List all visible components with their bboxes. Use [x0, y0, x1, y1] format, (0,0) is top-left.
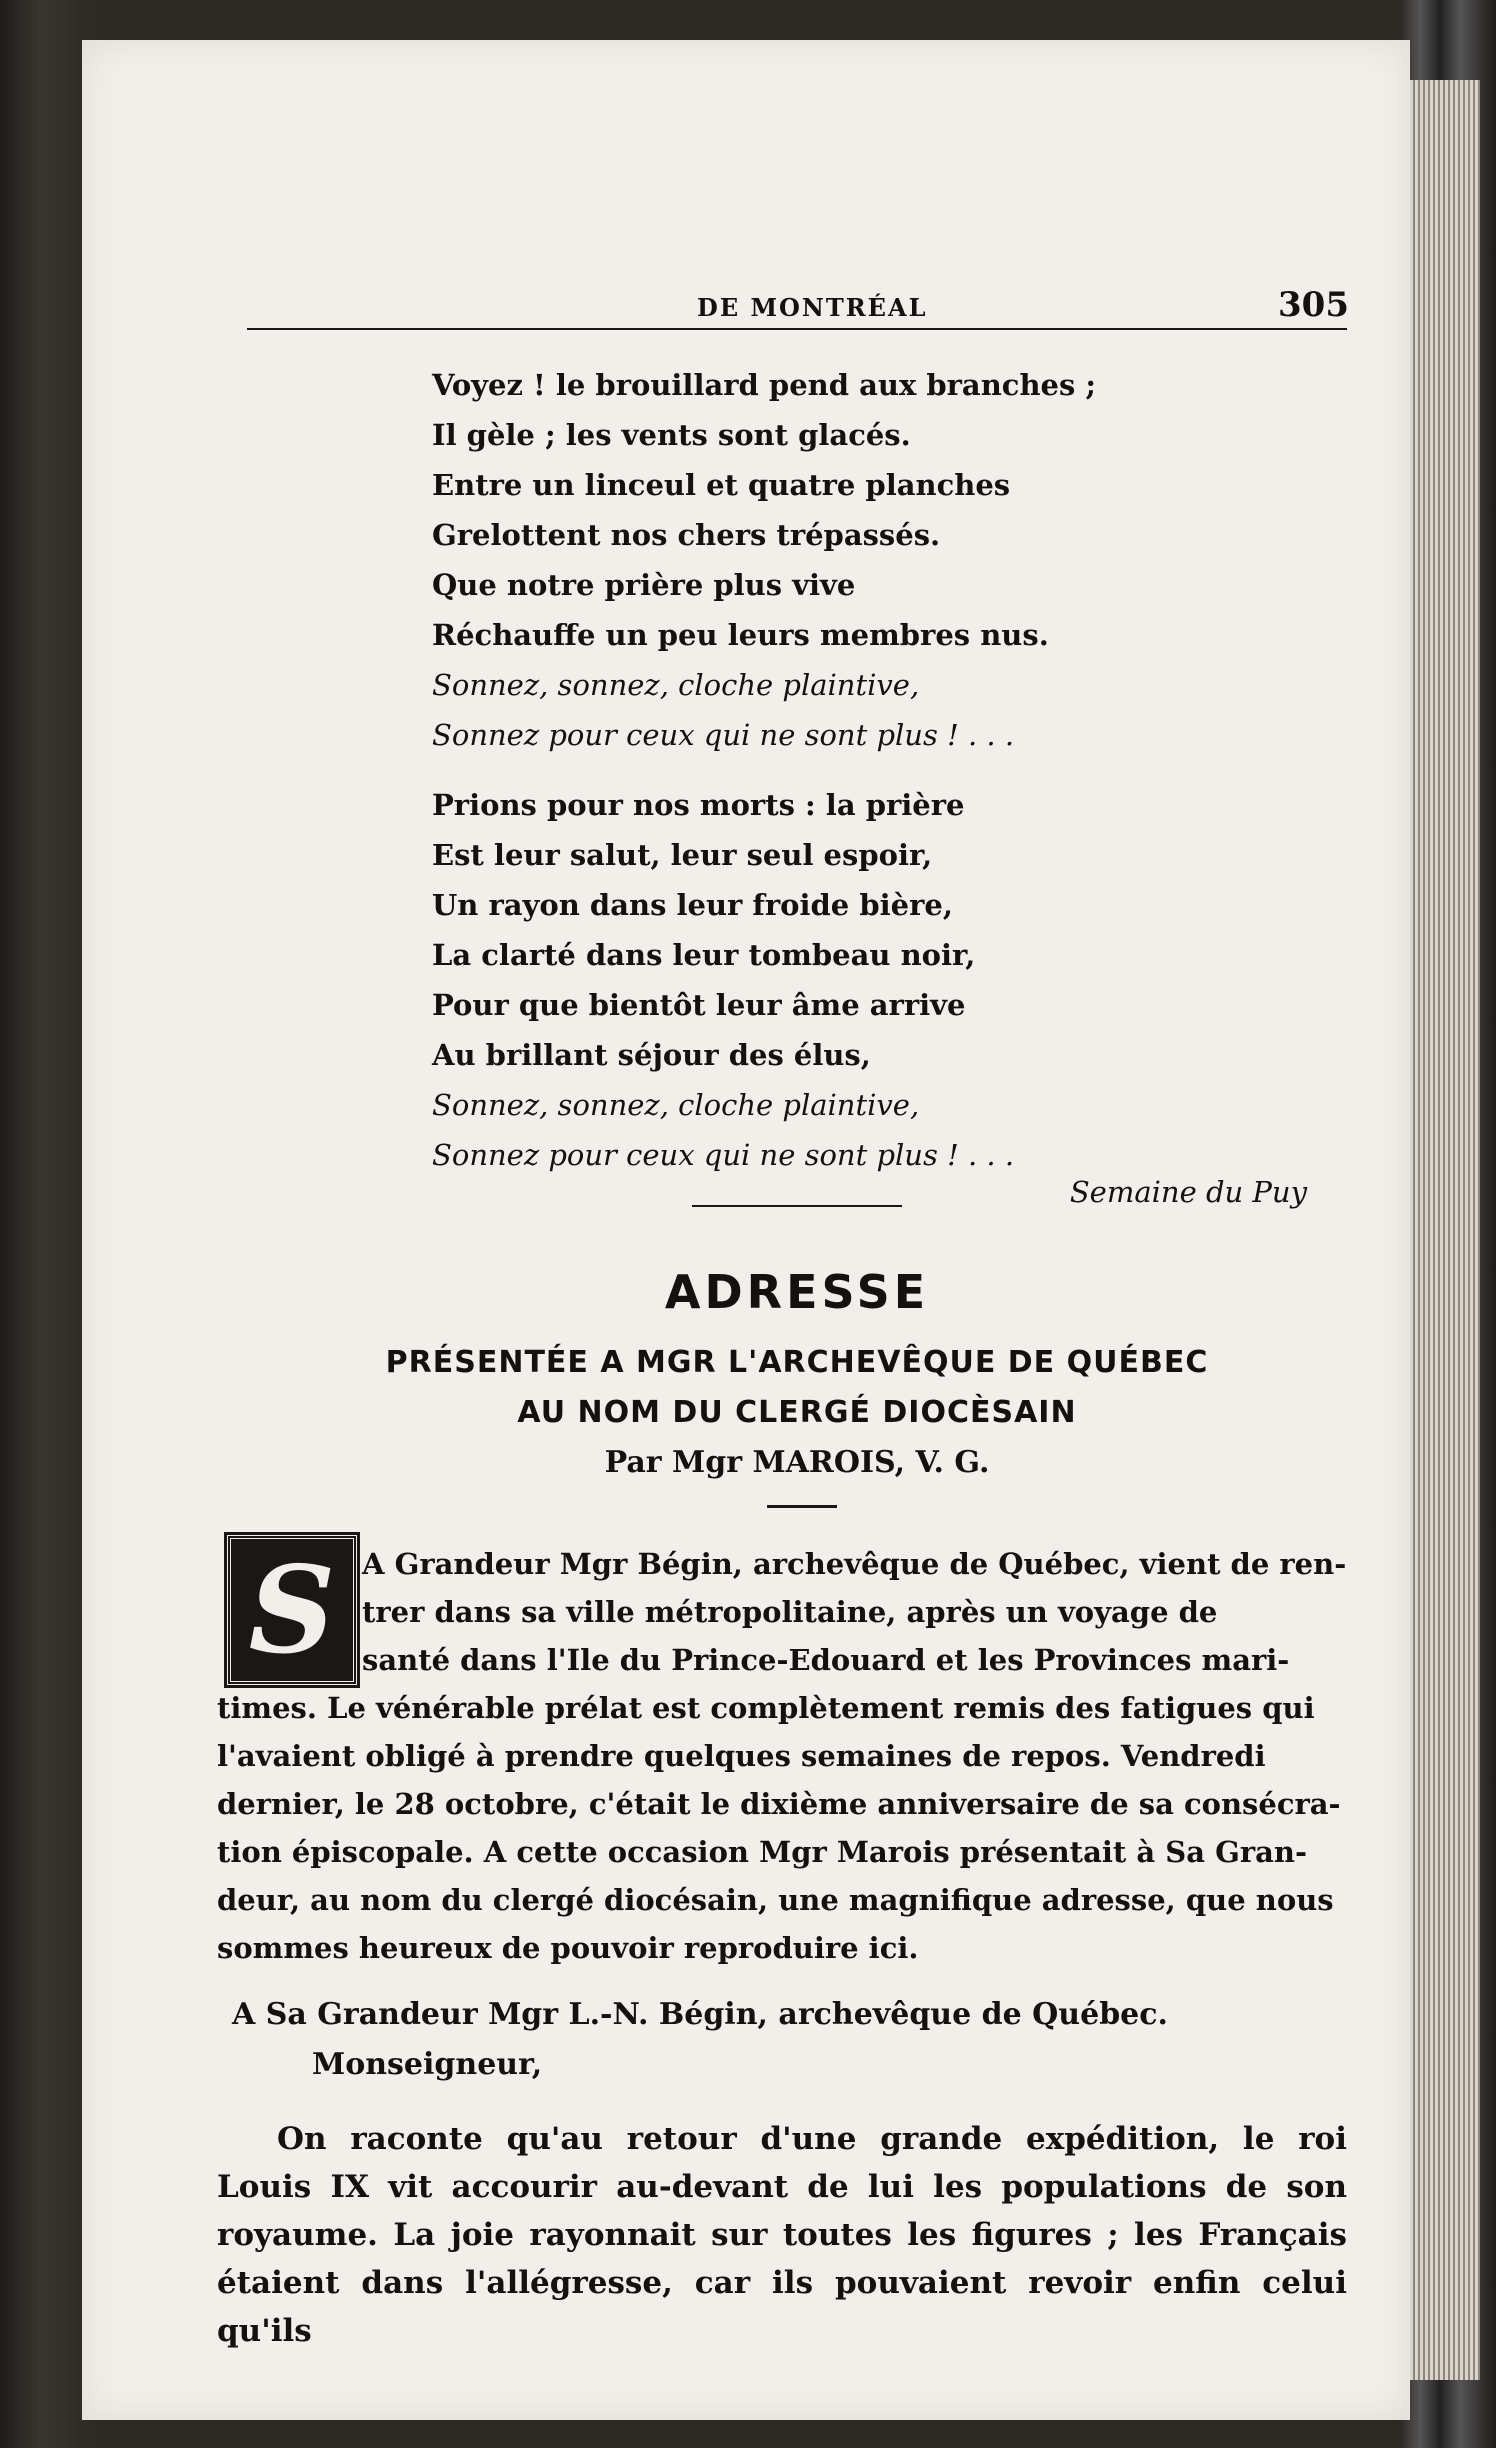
body-line: A Grandeur Mgr Bégin, archevêque de Québec, vient de ren-: [362, 1547, 1347, 1581]
book-page: [82, 40, 1410, 2420]
poem-line: La clarté dans leur tombeau noir,: [432, 938, 976, 972]
article-byline: Par Mgr MAROIS, V. G.: [604, 1445, 990, 1480]
body-line: santé dans l'Ile du Prince-Edouard et les Provinces mari-: [362, 1643, 1290, 1677]
letter-paragraph: On raconte qu'au retour d'une grande expédition, le roi Louis IX vit accourir au-devant de lui les populations de son royaume. La joie rayonnait sur toutes les figures ; les Français étaient dans l'allégresse, car ils pouvaient revoir enfin celui qu'ils: [217, 2121, 1347, 2349]
section-rule: [767, 1505, 837, 1508]
body-line: times. Le vénérable prélat est complètement remis des fatigues qui: [217, 1691, 1315, 1725]
poem-attribution: Semaine du Puy: [1069, 1175, 1307, 1209]
body-line: deur, au nom du clergé diocésain, une magnifique adresse, que nous: [217, 1883, 1334, 1917]
poem-line: Entre un linceul et quatre planches: [432, 468, 1011, 502]
salutation: [232, 1990, 1332, 2090]
refrain-line: Sonnez pour ceux qui ne sont plus ! . . .: [432, 718, 1015, 752]
article-subtitle: AU NOM DU CLERGÉ DIOCÈSAIN: [517, 1395, 1077, 1430]
poem-line: Grelottent nos chers trépassés.: [432, 518, 941, 552]
poem-line: Voyez ! le brouillard pend aux branches ;: [432, 368, 1097, 402]
attribution-rule: [692, 1205, 902, 1207]
poem-line: Il gèle ; les vents sont glacés.: [432, 418, 911, 452]
refrain-line: Sonnez pour ceux qui ne sont plus ! . . .: [432, 1138, 1015, 1172]
body-line: sommes heureux de pouvoir reproduire ici.: [217, 1931, 919, 1965]
article-subtitle: PRÉSENTÉE A MGR L'ARCHEVÊQUE DE QUÉBEC: [385, 1345, 1209, 1380]
dropcap-initial: S: [227, 1535, 357, 1685]
page-edges: [1410, 80, 1480, 2380]
body-line: dernier, le 28 octobre, c'était le dixième anniversaire de sa consécra-: [217, 1787, 1341, 1821]
header-rule: [247, 328, 1347, 330]
refrain-line: Sonnez, sonnez, cloche plaintive,: [432, 668, 920, 702]
page-number: 305: [1278, 285, 1349, 325]
poem-line: Est leur salut, leur seul espoir,: [432, 838, 933, 872]
poem-line: Un rayon dans leur froide bière,: [432, 888, 953, 922]
poem-line: Prions pour nos morts : la prière: [432, 788, 965, 822]
running-head: [247, 285, 1347, 325]
body-line: l'avaient obligé à prendre quelques semaines de repos. Vendredi: [217, 1739, 1266, 1773]
article-title: ADRESSE: [664, 1265, 930, 1319]
poem-line: Pour que bientôt leur âme arrive: [432, 988, 966, 1022]
salutation-line: Monseigneur,: [312, 2047, 543, 2082]
running-title: DE MONTRÉAL: [697, 293, 928, 322]
poem-line: Réchauffe un peu leurs membres nus.: [432, 618, 1049, 652]
stanza-gap: [432, 760, 1132, 780]
salutation-line: A Sa Grandeur Mgr L.-N. Bégin, archevêque de Québec.: [232, 1997, 1168, 2032]
body-line: trer dans sa ville métropolitaine, après un voyage de: [362, 1595, 1218, 1629]
body-line: tion épiscopale. A cette occasion Mgr Marois présentait à Sa Gran-: [217, 1835, 1308, 1869]
poem-line: Au brillant séjour des élus,: [432, 1038, 871, 1072]
poem: [432, 360, 1132, 1180]
poem-line: Que notre prière plus vive: [432, 568, 856, 602]
refrain-line: Sonnez, sonnez, cloche plaintive,: [432, 1088, 920, 1122]
article-body: [217, 1540, 1347, 1972]
